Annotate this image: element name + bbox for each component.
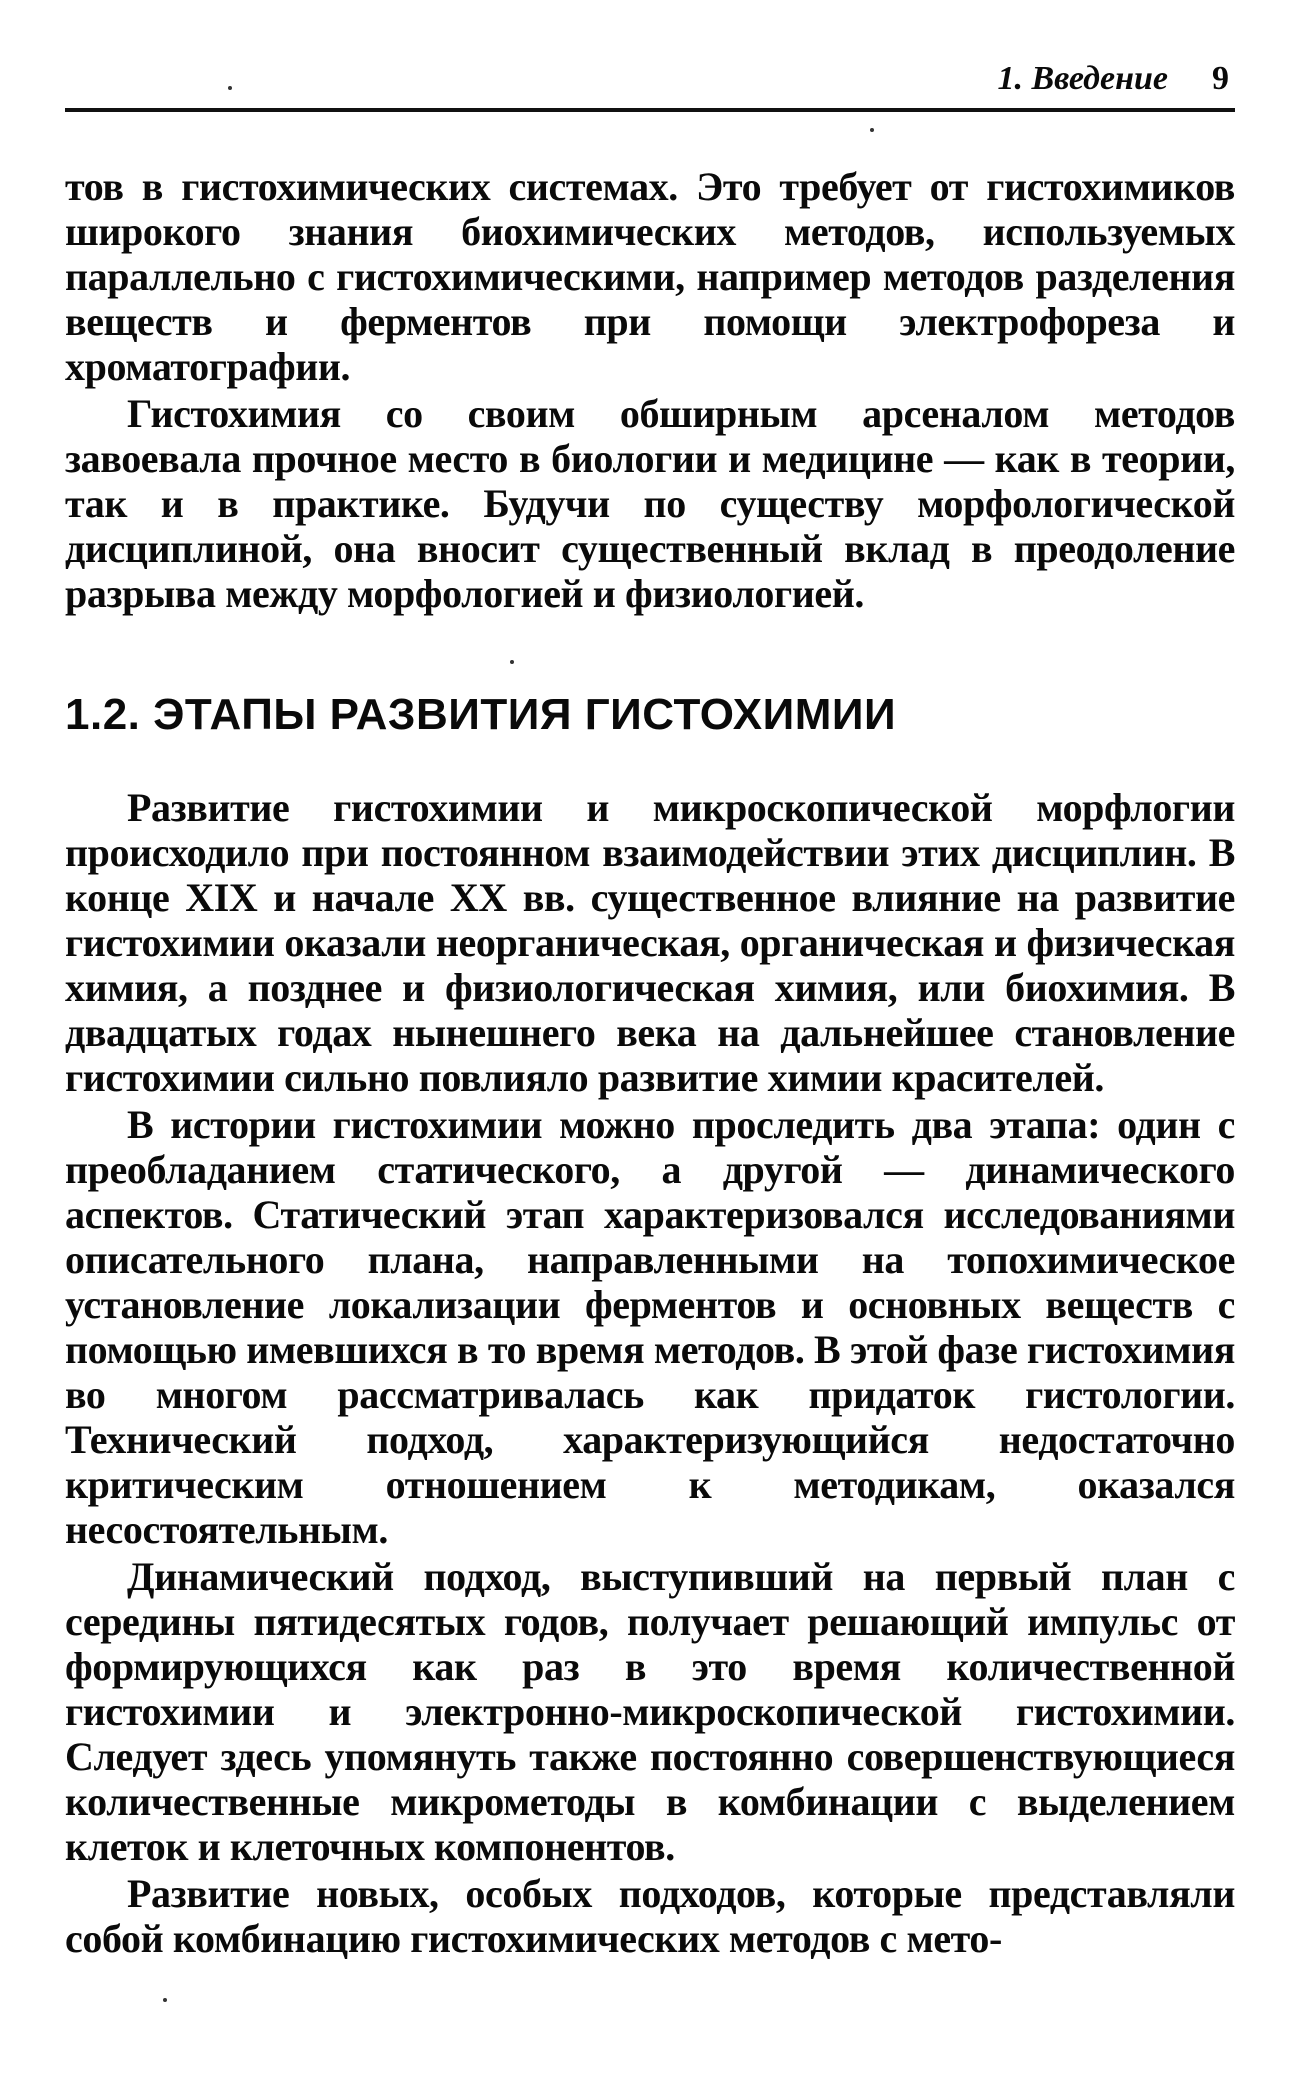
scan-speck	[228, 86, 232, 90]
scan-speck	[870, 128, 874, 132]
running-header	[65, 60, 1235, 112]
page-number: 9	[1212, 60, 1229, 97]
paragraph: тов в гистохимических системах. Это требует от гистохимиков широкого знания биохимических методов, используемых параллельно с гистохимическими, например методов разделения веществ и ферментов при помощи электрофореза и хроматографии.	[65, 164, 1235, 389]
paragraph: Динамический подход, выступивший на первый план с середины пятидесятых годов, получает решающий импульс от формирующихся как раз в это время количественной гистохимии и электронно-микроскопической гистохимии. Следует здесь упомянуть также постоянно совершенствующиеся количественные микрометоды в комбинации с выделением клеток и клеточных компонентов.	[65, 1554, 1235, 1869]
header-section-title: 1. Введение	[997, 60, 1168, 97]
scan-speck	[163, 1998, 167, 2002]
paragraph: В истории гистохимии можно проследить два этапа: один с преобладанием статического, а другой — динамического аспектов. Статический этап характеризовался исследованиями описательного плана, направленными на топохимическое установление локализации ферментов и основных веществ с помощью имевшихся в то время методов. В этой фазе гистохимия во многом рассматривалась как придаток гистологии. Технический подход, характеризующийся недостаточно критическим отношением к методикам, оказался несостоятельным.	[65, 1102, 1235, 1552]
book-page	[65, 60, 1235, 2050]
scan-speck	[510, 660, 514, 664]
paragraph: Развитие гистохимии и микроскопической морфлогии происходило при постоянном взаимодействии этих дисциплин. В конце XIX и начале XX вв. существенное влияние на развитие гистохимии оказали неорганическая, органическая и физическая химия, а позднее и физиологическая химия, или биохимия. В двадцатых годах нынешнего века на дальнейшее становление гистохимии сильно повлияло развитие химии красителей.	[65, 785, 1235, 1100]
paragraph: Развитие новых, особых подходов, которые представляли собой комбинацию гистохимических методов с мето-	[65, 1871, 1235, 1961]
body-text	[65, 164, 1235, 1961]
section-heading: 1.2. ЭТАПЫ РАЗВИТИЯ ГИСТОХИМИИ	[65, 690, 897, 739]
paragraph: Гистохимия со своим обширным арсеналом методов завоевала прочное место в биологии и медицине — как в теории, так и в практике. Будучи по существу морфологической дисциплиной, она вносит существенный вклад в преодоление разрыва между морфологией и физиологией.	[65, 391, 1235, 616]
